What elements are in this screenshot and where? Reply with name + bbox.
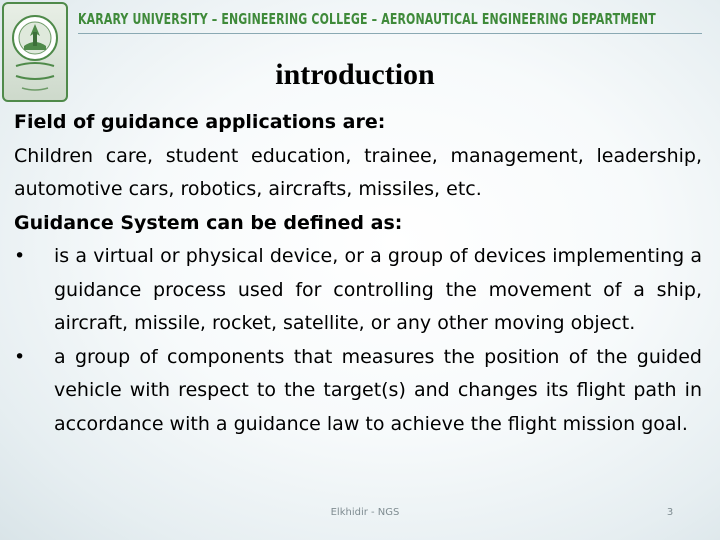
bullet-icon: • — [14, 245, 26, 267]
slide-body — [14, 106, 702, 441]
slide-title: introduction — [275, 58, 435, 91]
definition-list — [14, 240, 702, 441]
list-item — [14, 240, 702, 341]
bullet-icon: • — [14, 345, 26, 368]
department-banner: KARARY UNIVERSITY – ENGINEERING COLLEGE – AERONAUTICAL ENGINEERING DEPARTMENT — [78, 10, 656, 28]
list-item — [14, 341, 702, 442]
definition-heading: Guidance System can be defined as: — [14, 211, 403, 234]
page-number: 3 — [666, 507, 674, 518]
list-item-text: a group of components that measures the position of the guided vehicle with respect to the target(s) and changes its flight path in accordance with a guidance law to achieve the flight mission goal. — [54, 345, 702, 435]
applications-heading: Field of guidance applications are: — [14, 111, 386, 133]
list-item-text: is a virtual or physical device, or a group of devices implementing a guidance process used for controlling the movement of a ship, aircraft, missile, rocket, satellite, or any other moving object. — [54, 245, 702, 334]
footer-author: Elkhidir - NGS — [330, 507, 400, 518]
header-divider — [78, 33, 702, 34]
applications-text: Children care, student education, trainee, management, leadership, automotive cars, robotics, aircrafts, missiles, etc. — [14, 144, 702, 200]
